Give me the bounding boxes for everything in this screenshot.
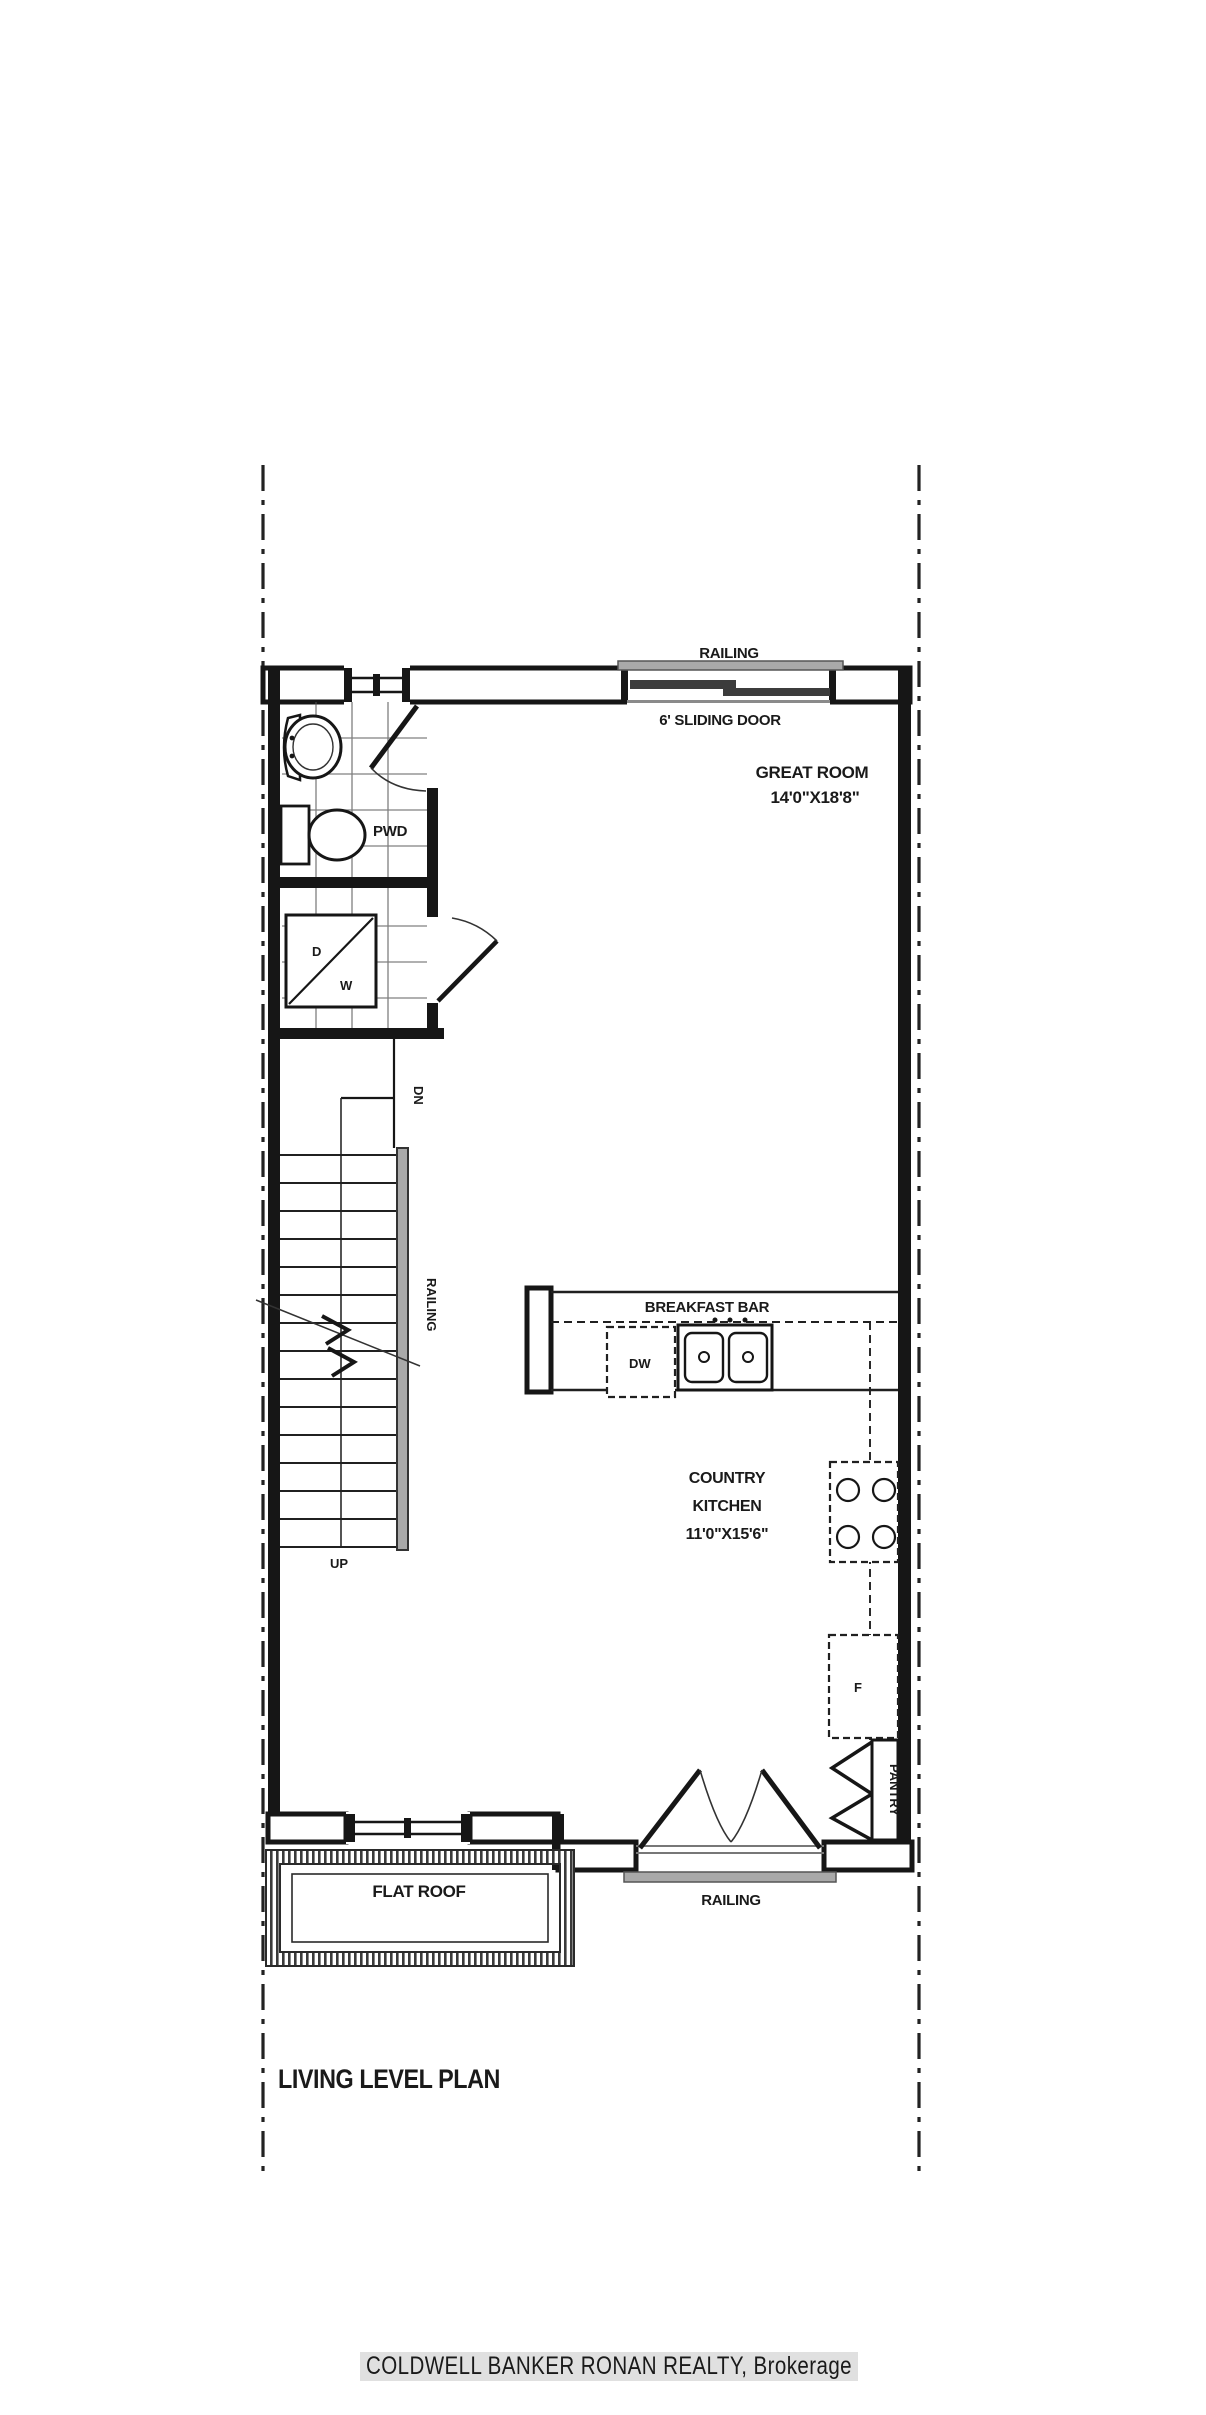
pantry-label: PANTRY [887, 1764, 902, 1816]
window-jamb [344, 668, 352, 702]
watermark-text: COLDWELL BANKER RONAN REALTY, Brokerage [366, 2352, 852, 2380]
country-kitchen [686, 1470, 769, 1543]
window-mullion [373, 674, 380, 696]
railing-bottom-label: RAILING [701, 1892, 761, 1909]
kitchen-label-2: KITCHEN [692, 1498, 762, 1515]
wall-powder-right [427, 788, 438, 887]
laundry-door [438, 918, 497, 1001]
plan-title: LIVING LEVEL PLAN [278, 2064, 500, 2094]
wall-laundry-right-lower [427, 1003, 438, 1028]
fridge-icon [829, 1635, 898, 1738]
balcony-railing-top [618, 661, 843, 670]
sliding-door-panel [723, 688, 830, 696]
great-room-label: GREAT ROOM [755, 763, 869, 782]
stairs-railing-label: RAILING [424, 1278, 439, 1332]
window-top [344, 665, 410, 705]
window-mullion [404, 1818, 411, 1838]
wall-left [268, 668, 280, 1822]
pantry-bifold-doors [832, 1742, 872, 1840]
washer-dryer-icon [286, 915, 376, 1007]
laundry-closet [268, 888, 497, 1039]
window-jamb [346, 1814, 355, 1842]
window-bottom [346, 1812, 470, 1844]
stair-treads [280, 1155, 397, 1547]
powder-room-label: PWD [373, 823, 408, 840]
stove-icon [830, 1462, 898, 1562]
flat-roof-deck [266, 1850, 574, 1966]
staircase [256, 1039, 439, 1571]
kitchen-label-1: COUNTRY [688, 1470, 766, 1487]
stair-break-line [256, 1300, 420, 1376]
wall-bottom-b [470, 1814, 558, 1842]
sliding-door-sill [627, 700, 830, 703]
great-room [756, 763, 869, 807]
door-threshold [636, 1846, 824, 1853]
french-doors [636, 1770, 824, 1853]
flat-roof-label: FLAT ROOF [372, 1882, 466, 1901]
sliding-door-panel [630, 680, 736, 689]
dryer-label: D [312, 944, 322, 959]
stairs-up-label: UP [330, 1556, 349, 1571]
sink-icon [284, 715, 341, 780]
window-jamb [402, 668, 410, 702]
stairs-down-label: DN [411, 1086, 426, 1105]
counter-end-cap [527, 1288, 551, 1392]
powder-room [268, 702, 438, 888]
watermark [360, 2352, 858, 2381]
window-jamb [461, 1814, 470, 1842]
kitchen-dims: 11'0"X15'6" [685, 1526, 769, 1543]
kitchen-sink-icon [678, 1318, 772, 1391]
great-room-dims: 14'0"X18'8" [770, 788, 860, 807]
toilet-icon [281, 806, 365, 864]
pantry [832, 1740, 902, 1840]
wall-right [898, 668, 911, 1868]
sliding-door-label: 6' SLIDING DOOR [659, 712, 781, 729]
wall-laundry-bottom [268, 1028, 444, 1039]
wall-powder-bottom [268, 877, 438, 888]
dishwasher-label: DW [629, 1356, 651, 1371]
stair-railing [397, 1148, 408, 1550]
balcony-railing-bottom [624, 1872, 836, 1909]
washer-label: W [340, 978, 353, 993]
railing-top-label: RAILING [699, 645, 759, 662]
sliding-door-assembly [618, 645, 843, 729]
wall-bottom-d [824, 1842, 912, 1870]
wall-bottom-a [268, 1814, 346, 1842]
powder-room-door [371, 706, 426, 791]
wall-laundry-right-upper [427, 888, 438, 917]
breakfast-bar-label: BREAKFAST BAR [644, 1299, 770, 1316]
wall-end-cap [621, 668, 628, 702]
wall-end-cap [829, 668, 836, 702]
fridge-label: F [854, 1680, 862, 1695]
